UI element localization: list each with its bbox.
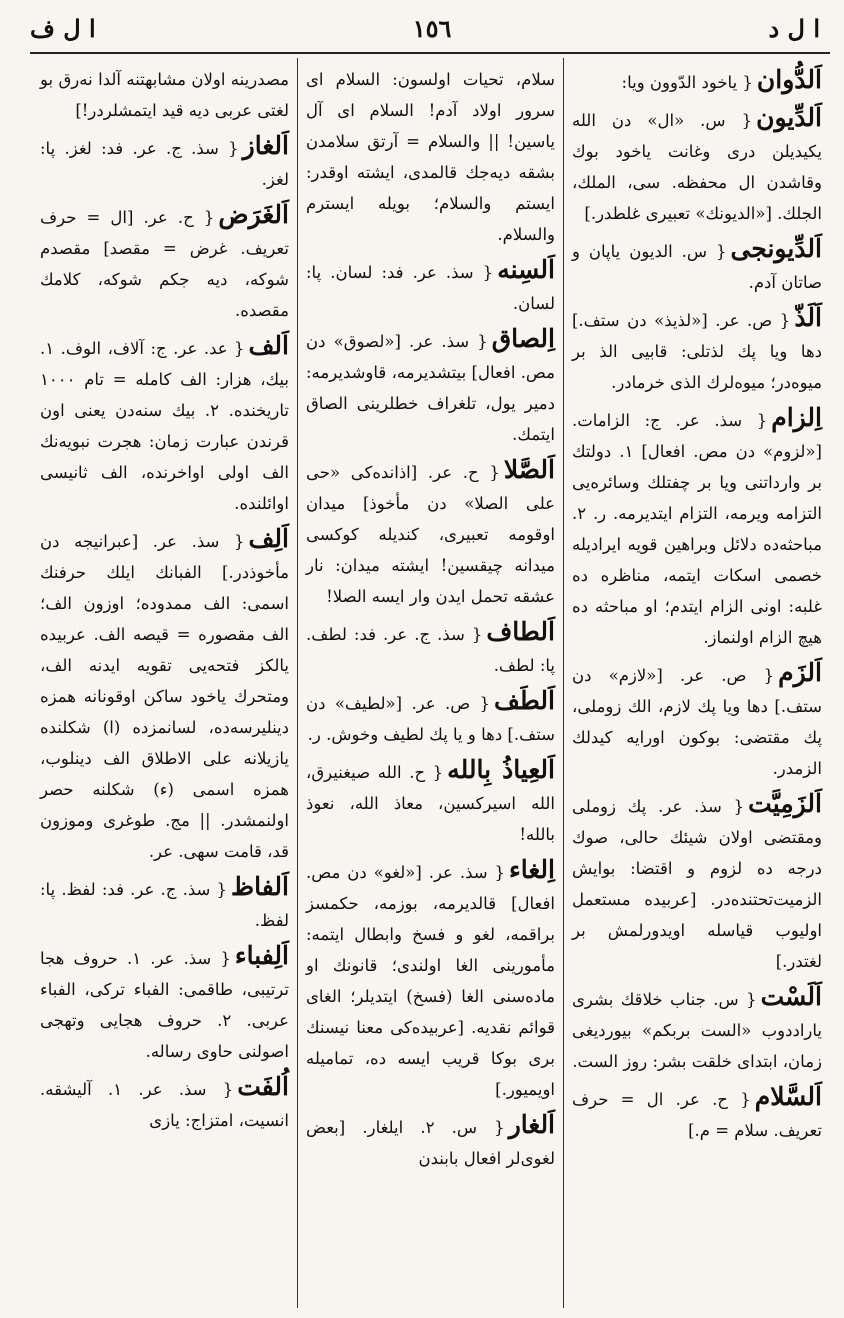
dictionary-entry bbox=[40, 1071, 289, 1136]
dictionary-entry bbox=[306, 454, 555, 612]
dictionary-entry bbox=[306, 754, 555, 850]
entry-definition: { سذ. عر. ج: الزامات. [«لزوم» دن مص. افعال] ١. دولتك بر وارداتنى ويا بر چفتلك وسائره‌يى التزامه ويرمه، التزام ايتديرمه. ر. ٢. مباحثه‌ده دلائل وبراهين قويه ايراديله خصمى اسكات ايتمه، مناظره ده غلبه: اونى الزام ايتدم؛ او مباحثه ده هيچ الزام اولنماز. bbox=[572, 411, 822, 647]
entry-headword: اَلغار bbox=[508, 1110, 556, 1139]
dictionary-entry bbox=[572, 657, 822, 784]
entry-definition: { سذ. ج. عر. فد: لفظ. پا: لفظ. bbox=[40, 880, 289, 930]
entry-headword: اَلِفباء bbox=[234, 941, 289, 970]
column-right bbox=[564, 58, 830, 1308]
header-right: ا ل د bbox=[768, 13, 820, 43]
entry-definition: { سذ. ج. عر. فد: لطف. پا: لطف. bbox=[306, 625, 555, 675]
entry-headword: اَلطَف bbox=[494, 686, 555, 715]
entry-headword: اَلفاظ bbox=[231, 872, 289, 901]
dictionary-entry bbox=[572, 402, 822, 653]
entry-headword: اَلغَرَض bbox=[218, 200, 289, 229]
entry-headword: اَلَذّ bbox=[794, 303, 822, 332]
entry-headword: اَلدُّوان bbox=[756, 65, 822, 94]
entry-definition: { عد. عر. ج: آلاف، الوف. ١. بيك، هزار: الف كامله = تام ١٠٠٠ تاريخنده. ٢. بيك سنه‌دن يعنى اون قرندن عبارت زمان: هجرت نبويه‌نك الف اولى اواخرنده، الف ثانيسى اوائلنده. bbox=[40, 339, 289, 513]
entry-definition: { ص. عر. [«لذيذ» دن ستف.] دها ويا پك لذتلى: قابيى الذ بر ميوه‌در؛ ميوه‌لرك الذى خرمادر. bbox=[572, 311, 822, 392]
entry-definition: مصدرينه اولان مشابهتنه آلدا نه‌رق بو لغتى عربى ديه قيد ايتمشلردر!] bbox=[40, 70, 289, 120]
header-rule bbox=[30, 52, 830, 54]
entry-definition: { سذ. عر. [عبرانيجه دن مأخوذدر.] الفبانك ايلك حرفنك اسمى: الف ممدوده؛ اوزون الف؛ الف مقصوره = قيصه الف. عربيده يالكز فتحه‌يى تقويه ايدنه الف، ومتحرك ياخود ساكن اوقونانه همزه دينليرسه‌ده، لسانمزده (ا) شكلنده يازيلانه على الاطلاق الف دينلوب، همزه اسمى (ء) شكلنه حصر اولنمشدر. || مج. طوغرى وموزون قد، قامت سهى. عر. bbox=[40, 532, 289, 861]
entry-definition: { ص. عر. [«لازم» دن ستف.] دها ويا پك لازم، الك زوملى، پك مقتضى: بوكون اورايه كيدلك الزمدر. bbox=[572, 666, 822, 778]
dictionary-entry bbox=[40, 523, 289, 867]
dictionary-entry bbox=[306, 1109, 555, 1174]
dictionary-entry bbox=[306, 323, 555, 450]
entry-definition: { ح. عر. [ال = حرف تعريف. غرض = مقصد] مقصدم شوكه، ديه جكم شوكه، كلامك مقصده. bbox=[40, 208, 289, 320]
entry-headword: اُلفَت bbox=[237, 1072, 289, 1101]
entry-definition: { س. «ال» دن الله يكيديلن درى وغانت ياخود بوك وقاشدن ال محفظه. سى، الملك، الجلك. [«الديونك» تعبيرى غلطدر.] bbox=[572, 111, 822, 223]
dictionary-entry bbox=[306, 616, 555, 681]
dictionary-entry bbox=[572, 981, 822, 1077]
entry-definition: { سذ. عر. ١. آليشقه. انسيت، امتزاج: يازى bbox=[40, 1080, 289, 1130]
entry-definition: { ح. عر. [اذانده‌كى «حى على الصلا» دن مأخوذ] ميدان اوقومه تعبيرى، كنديله كوكسى ميدانه چيقسين! ايشته ميدان: نار عشقه تحمل ايدن وار ايسه الصلا! bbox=[306, 463, 555, 606]
dictionary-columns bbox=[30, 58, 830, 1308]
dictionary-entry bbox=[572, 64, 822, 98]
column-left bbox=[32, 58, 298, 1308]
page-number: ١٥٦ bbox=[412, 13, 452, 43]
dictionary-entry bbox=[40, 64, 289, 126]
entry-headword: اَلسَّلام bbox=[754, 1082, 822, 1111]
dictionary-entry bbox=[572, 102, 822, 229]
entry-headword: اَلِف bbox=[248, 524, 289, 553]
entry-headword: اِلصاق bbox=[491, 324, 555, 353]
entry-headword: اَلطاف bbox=[486, 617, 555, 646]
entry-headword: اَلف bbox=[248, 331, 289, 360]
dictionary-entry bbox=[572, 233, 822, 298]
entry-definition: { ص. عر. [«لطيف» دن ستف.] دها و يا پك لطيف وخوش. ر. bbox=[306, 694, 555, 744]
entry-headword: اَلدِّيون bbox=[756, 103, 822, 132]
entry-definition: { سذ. عر. فد: لسان. پا: لسان. bbox=[306, 263, 555, 313]
entry-headword: اَلزَمِيَّت bbox=[748, 789, 822, 818]
entry-headword: اَلَسْت bbox=[760, 982, 822, 1011]
entry-definition: { سذ. عر. پك زوملى ومقتضى اولان شيئك حالى، صوك درجه ده لزوم و اقتضا: بوايش الزميت‌تحتنده‌در. [عربيده مستعمل اوليوب قياسله اويدورلمش بر لغتدر.] bbox=[572, 797, 822, 971]
dictionary-entry bbox=[306, 685, 555, 750]
entry-definition: { سذ. ج. عر. فد: لغز. پا: لغز. bbox=[40, 139, 289, 189]
dictionary-entry bbox=[306, 254, 555, 319]
entry-definition: { س. الديون ياپان و صاتان آدم. bbox=[572, 242, 822, 292]
entry-headword: اَلصَّلا bbox=[503, 455, 555, 484]
entry-headword: اِلزام bbox=[771, 403, 822, 432]
entry-definition: { ح. عر. ال = حرف تعريف. سلام = م.] bbox=[572, 1090, 822, 1140]
column-middle bbox=[298, 58, 564, 1308]
entry-headword: اَلغاز bbox=[242, 131, 289, 160]
entry-definition: { سذ. عر. [«لغو» دن مص. افعال] قالديرمه، بوزمه، حكمسز براقمه، لغو و فسخ وابطال ايتمه: مأمورينى الغا اولندى؛ قانونك او ماده‌سنى الغا (فسخ) ايتديلر؛ الغاى قوائم نقديه. [عربيده‌كى معنا نيسنك برى بوكا قريب ايسه ده، تماميله اويميور.] bbox=[306, 863, 555, 1099]
dictionary-entry bbox=[306, 64, 555, 250]
dictionary-entry bbox=[40, 940, 289, 1067]
entry-headword: اَلدِّيونجى bbox=[730, 234, 822, 263]
entry-headword: اَلعِياذُ بِالله bbox=[447, 755, 555, 784]
page-header bbox=[30, 8, 820, 48]
entry-definition: { س. جناب خلاقك بشرى ياراددوب «الست بربكم» بيورديغى زمان، ابتداى خلقت بشر: روز الست. bbox=[572, 990, 822, 1071]
dictionary-entry bbox=[40, 199, 289, 326]
dictionary-entry bbox=[572, 302, 822, 398]
entry-definition: { س. ٢. ايلغار. [بعض لغوى‌لر افعال بابندن bbox=[306, 1118, 555, 1168]
dictionary-entry bbox=[306, 854, 555, 1105]
entry-headword: اَلسِنه bbox=[497, 255, 555, 284]
dictionary-entry bbox=[40, 330, 289, 519]
dictionary-entry bbox=[40, 130, 289, 195]
entry-definition: سلام، تحيات اولسون: السلام اى سرور اولاد آدم! السلام اى آل ياسين! || والسلام = آرتق سلامدن بشقه ديه‌جك قالمدى، ايشته اوقدر: ايستم والسلام؛ بويله ايسترم والسلام. bbox=[306, 70, 555, 244]
dictionary-entry bbox=[572, 1081, 822, 1146]
header-left: ا ل ف bbox=[30, 13, 96, 43]
entry-definition: { سذ. عر. ١. حروف هجا ترتيبى، طاقمى: الفباء تركى، الفباء عربى. ٢. حروف هجايى وتهجى اصولنى حاوى رساله. bbox=[40, 949, 289, 1061]
entry-headword: اِلغاء bbox=[509, 855, 555, 884]
entry-definition: { سذ. عر. [«لصوق» دن مص. افعال] بيتشديرمه، قاوشديرمه: دمير يول، تلغراف خطلرينى الصاق ايتمك. bbox=[306, 332, 555, 444]
dictionary-entry bbox=[572, 788, 822, 977]
dictionary-entry bbox=[40, 871, 289, 936]
entry-headword: اَلزَم bbox=[778, 658, 822, 687]
entry-definition: { ح. الله صيغنيرق، الله اسيركسين، معاذ الله، نعوذ بالله! bbox=[306, 763, 555, 844]
entry-definition: { ياخود الدّوون ويا: bbox=[621, 73, 753, 92]
